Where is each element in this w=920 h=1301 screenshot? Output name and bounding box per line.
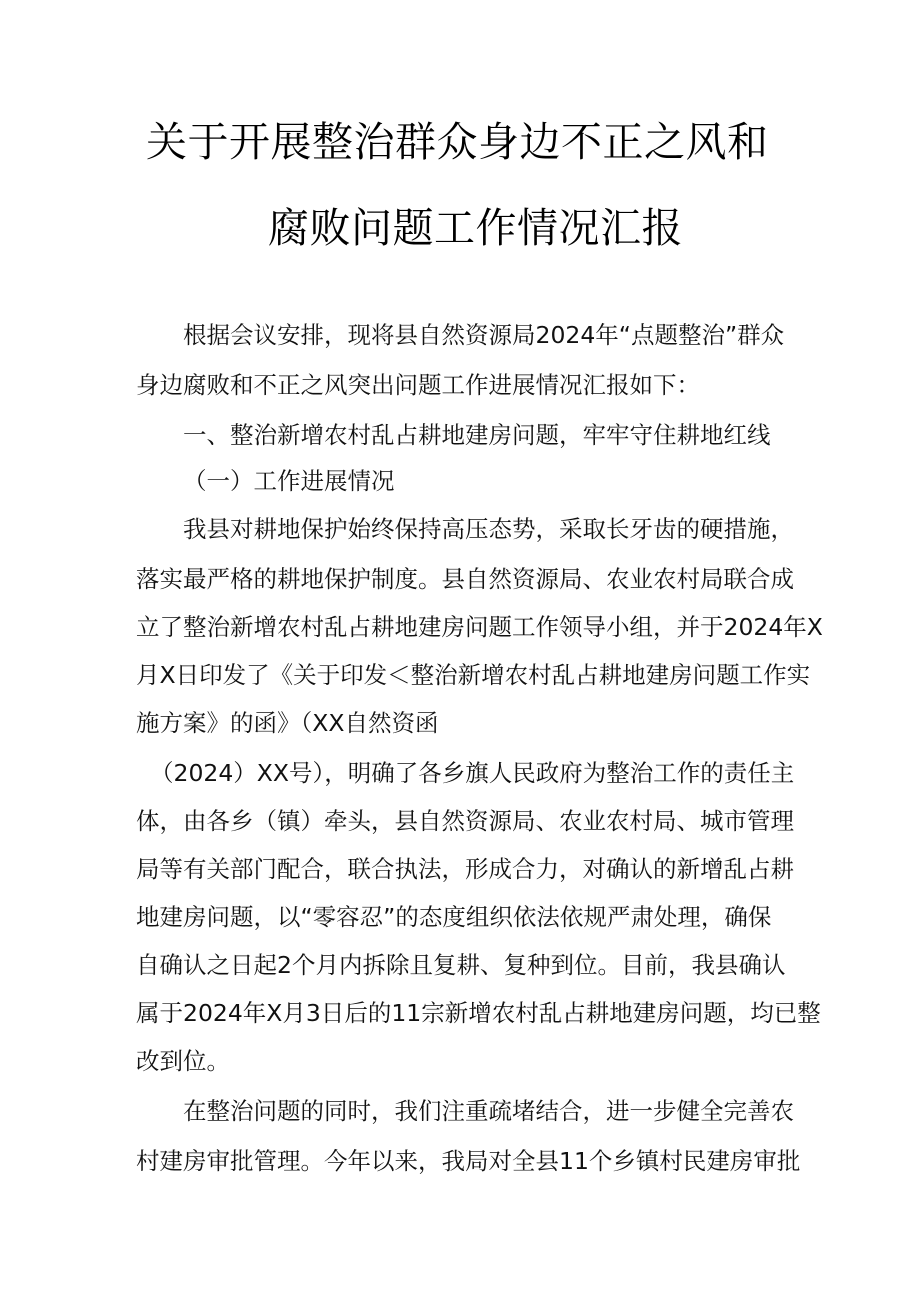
body-line: 在整治问题的同时，我们注重疏堵结合，进一步健全完善农 [183,1097,794,1125]
body-line: 村建房审批管理。今年以来，我局对全县11个乡镇村民建房审批 [136,1147,801,1175]
body-line: 立了整治新增农村乱占耕地建房问题工作领导小组，并于2024年X [136,613,823,641]
body-line: 月X日印发了《关于印发＜整治新增农村乱占耕地建房问题工作实 [136,661,811,689]
body-line: 属于2024年X月3日后的11宗新增农村乱占耕地建房问题，均已整 [136,999,821,1027]
document-title-line-1: 关于开展整治群众身边不正之风和 [146,118,769,166]
body-line: 自确认之日起2个月内拆除且复耕、复种到位。目前，我县确认 [136,951,786,979]
section-heading: 一、整治新增农村乱占耕地建房问题，牢牢守住耕地红线 [183,421,771,449]
body-line: 局等有关部门配合，联合执法，形成合力，对确认的新增乱占耕 [136,855,794,883]
body-line: 身边腐败和不正之风突出问题工作进展情况汇报如下： [136,371,700,399]
body-line: 根据会议安排，现将县自然资源局2024年“点题整治”群众 [183,321,785,349]
body-line: 落实最严格的耕地保护制度。县自然资源局、农业农村局联合成 [136,565,794,593]
body-line: 改到位。 [136,1047,230,1075]
body-line: 地建房问题，以“零容忍”的态度组织依法依规严肃处理，确保 [136,903,772,931]
body-line: 我县对耕地保护始终保持高压态势，采取长牙齿的硬措施， [183,515,794,543]
body-line: 体，由各乡（镇）牵头，县自然资源局、农业农村局、城市管理 [136,807,794,835]
body-line: 施方案》的函》（XX自然资函 [136,709,439,737]
body-line: （2024）XX号），明确了各乡旗人民政府为整治工作的责任主 [150,759,795,787]
subsection-heading: （一）工作进展情况 [183,467,395,495]
document-title-line-2: 腐败问题工作情况汇报 [268,204,683,252]
